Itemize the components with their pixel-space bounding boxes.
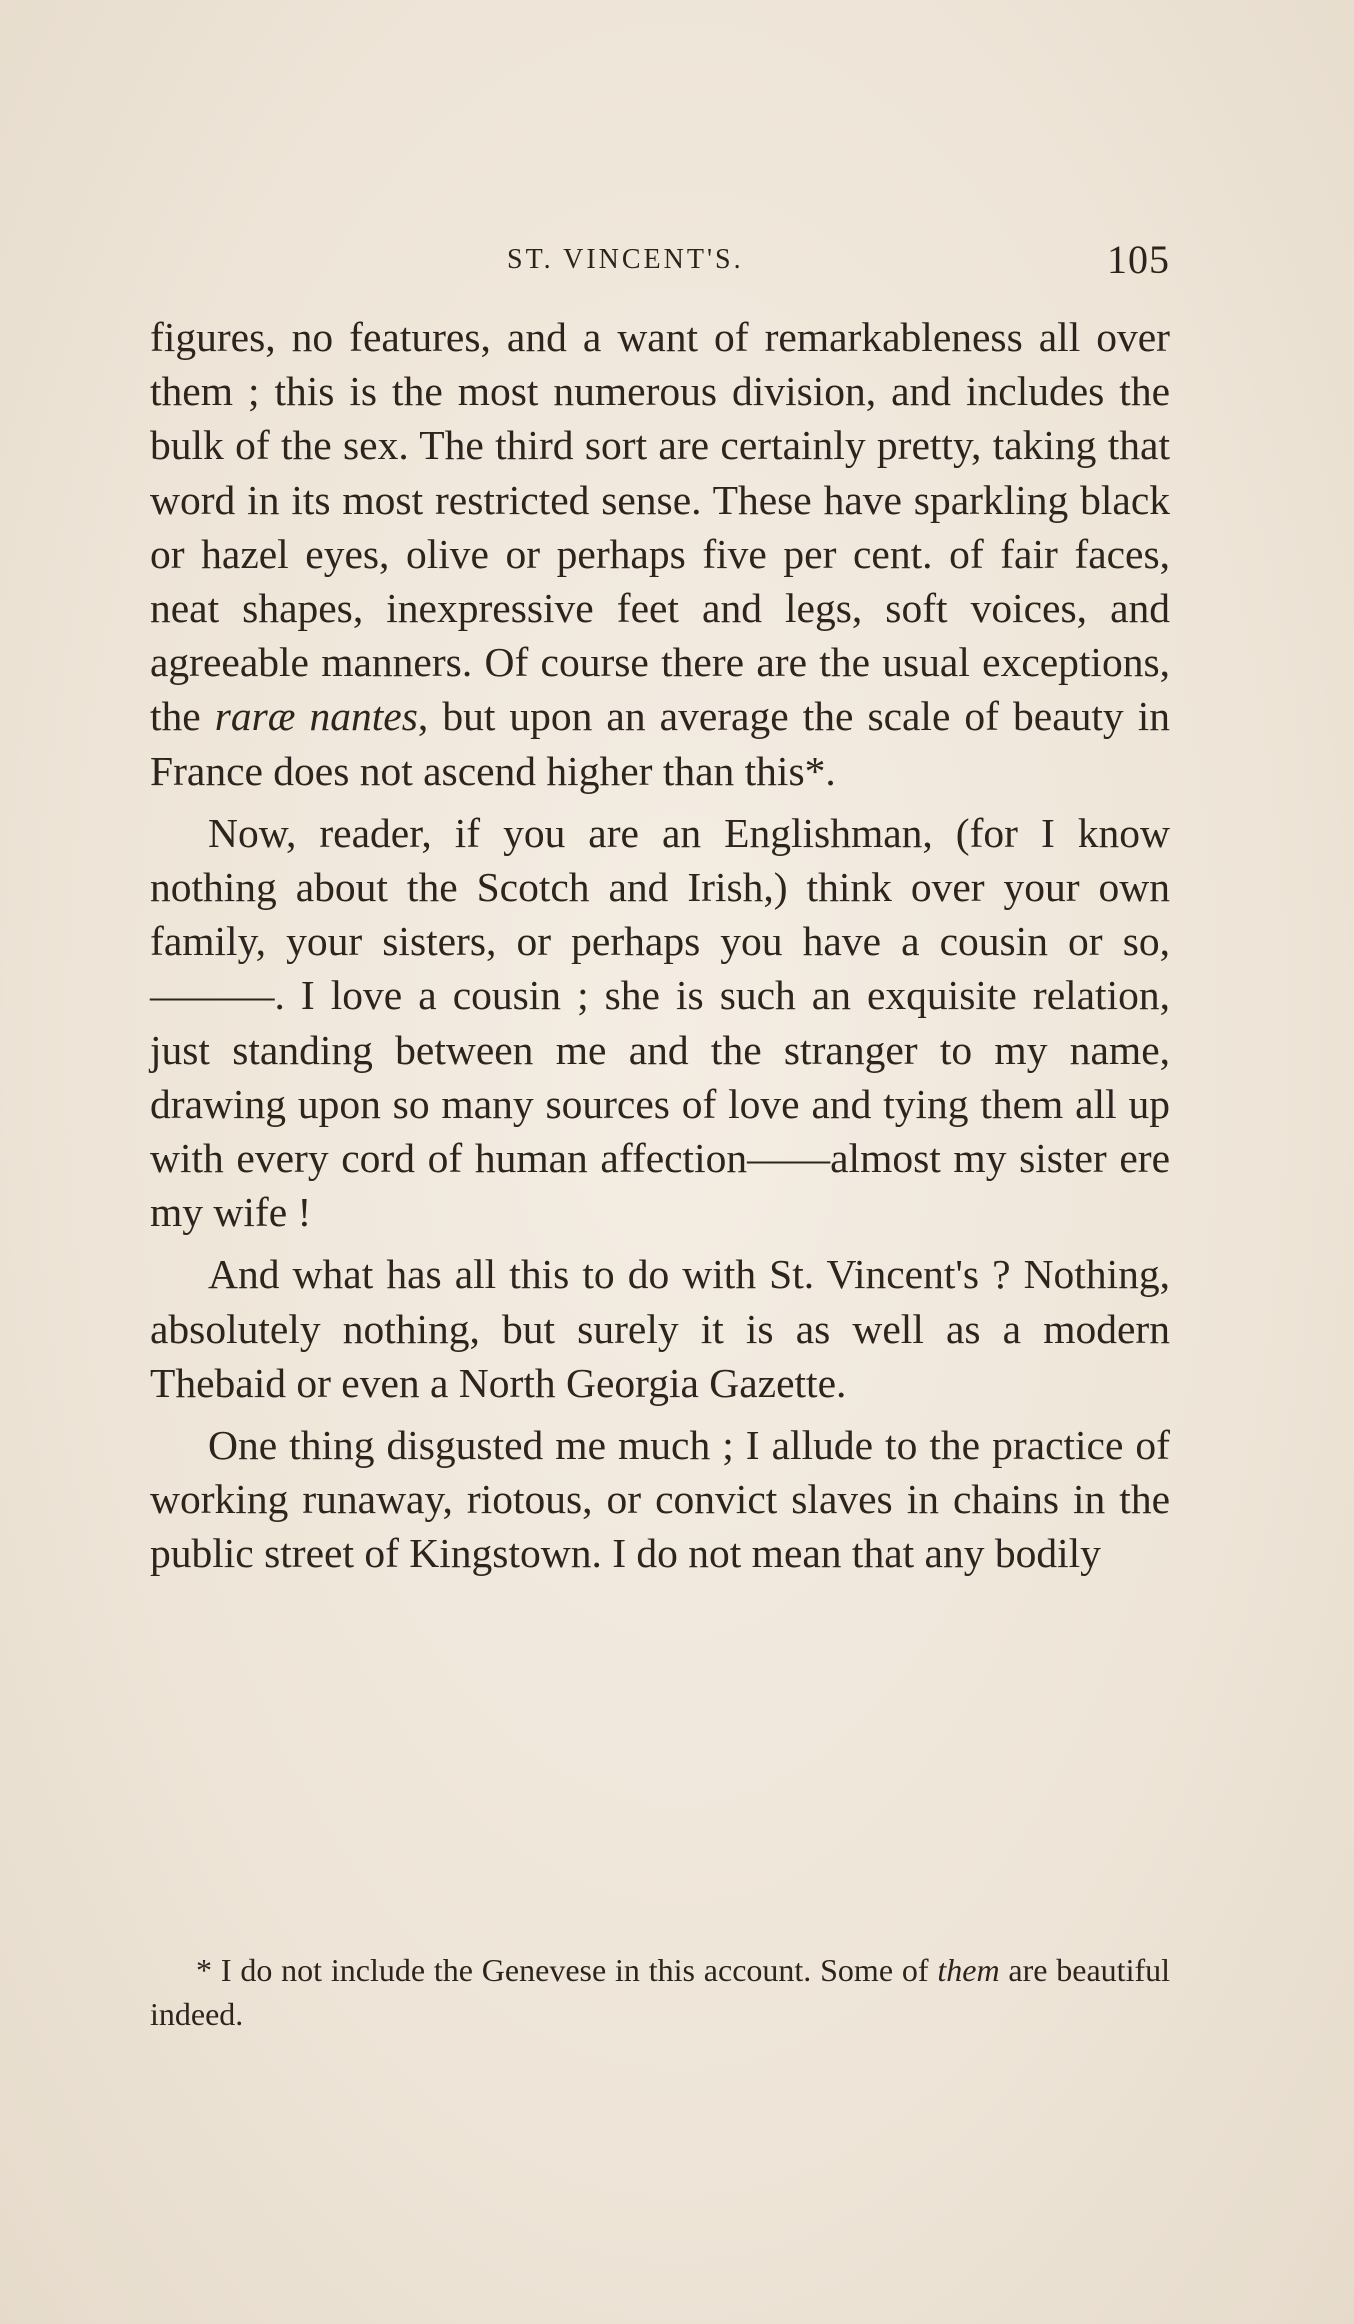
paragraph-2: Now, reader, if you are an Englishman, (for I know nothing about the Scotch and Irish,) think over your own family, your sisters, or perhaps you have a cousin or so, ———. I love a cousin ; she is such an exquisite relation, just standing between me and the stranger to my name, drawing upon so many sources of love and tying them all up with every cord of human affection——almost my sister ere my wife ! (150, 809, 1170, 1236)
paragraph-1-italic: raræ nantes (214, 693, 418, 740)
footnote-text-start: * I do not include the Genevese in this account. Some of (196, 1952, 938, 1988)
running-head: ST. VINCENT'S. (507, 244, 744, 275)
footnote (150, 1948, 1170, 2036)
paragraph-1 (150, 310, 1170, 798)
footnote-text (150, 1948, 1170, 2036)
paragraph-1-text: figures, no features, and a want of remarkableness all over them ; this is the most numerous division, and includes the bulk of the sex. The third sort are certainly pretty, taking that word in its most restricted sense. These have sparkling black or hazel eyes, olive or perhaps five per cent. of fair faces, neat shapes, inexpressive feet and legs, soft voices, and agreeable manners. Of course there are the usual exceptions, the (150, 314, 1170, 740)
page-number: 105 (1107, 237, 1170, 282)
footnote-italic: them (937, 1952, 1000, 1988)
body-text (150, 310, 1170, 1581)
paragraph-3: And what has all this to do with St. Vincent's ? Nothing, absolutely nothing, but surely it is as well as a modern Thebaid or even a North Georgia Gazette. (150, 1251, 1170, 1406)
paragraph-4: One thing disgusted me much ; I allude to the practice of working runaway, riotous, or convict slaves in chains in the public street of Kingstown. I do not mean that any bodily (150, 1422, 1170, 1577)
footnote-text-end: are beautiful indeed. (150, 1952, 1171, 2032)
paragraph-1-text-end: , but upon an average the scale of beauty in France does not ascend higher than this*. (150, 693, 1170, 794)
page-header (150, 236, 1170, 292)
